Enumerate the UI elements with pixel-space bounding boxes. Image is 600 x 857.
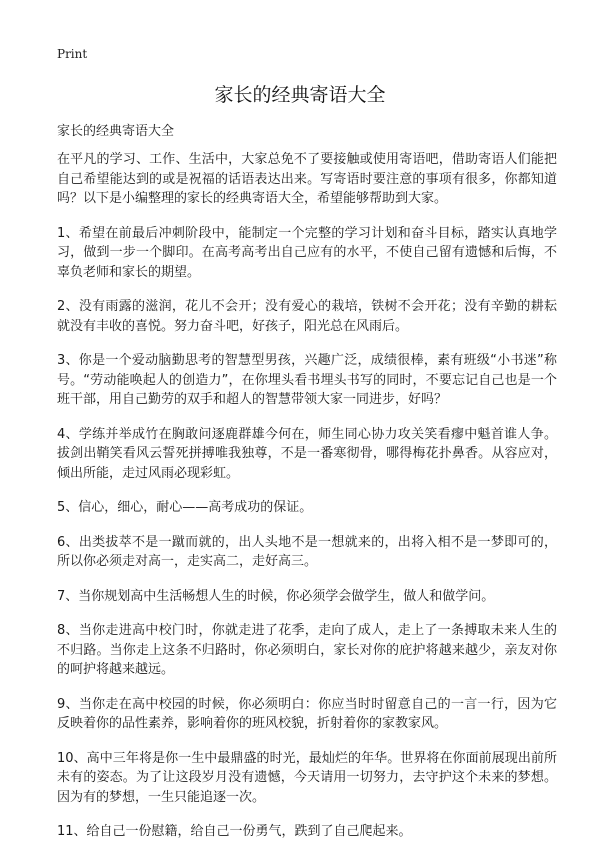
list-item: 8、当你走进高中校门时，你就走进了花季，走向了成人，走上了一条搏取未来人生的不归路。当你走上这条不归路时，你必须明白，家长对你的庇护将越来越少，亲友对你的呵护将越来越远。 bbox=[57, 623, 557, 677]
list-item: 2、没有雨露的滋润，花儿不会开；没有爱心的栽培，铁树不会开花；没有辛勤的耕耘就没有丰收的喜悦。努力奋斗吧，好孩子，阳光总在风雨后。 bbox=[57, 299, 557, 334]
list-item: 10、高中三年将是你一生中最鼎盛的时光，最灿烂的年华。世界将在你面前展现出前所未有的姿态。为了让这段岁月没有遗憾，今天请用一切努力，去守护这个未来的梦想。因为有的梦想，一生只能追逐一次。 bbox=[57, 750, 557, 805]
intro-paragraph: 在平凡的学习、工作、生活中，大家总免不了要接触或使用寄语吧，借助寄语人们能把自己希望能达到的或是祝福的话语表达出来。写寄语时要注意的事项有很多，你都知道吗？以下是小编整理的家长的经典寄语大全，希望能够帮助到大家。 bbox=[57, 152, 557, 206]
list-item: 7、当你规划高中生活畅想人生的时候，你必须学会做学生，做人和做学问。 bbox=[57, 588, 495, 604]
list-item: 1、希望在前最后冲刺阶段中，能制定一个完整的学习计划和奋斗目标，踏实认真地学习，做到一步一个脚印。在高考高考出自己应有的水平，不使自己留有遗憾和后悔，不辜负老师和家长的期望。 bbox=[57, 225, 557, 280]
print-link[interactable]: Print bbox=[57, 47, 88, 61]
list-item: 4、学练并举成竹在胸敢问逐鹿群雄今何在，师生同心协力攻关笑看瘳中魁首谁人争。拔剑出鞘笑看风云誓死拼搏唯我独尊，不是一番寒彻骨，哪得梅花扑鼻香。从容应对，倾出所能，走过风雨必现彩虹。 bbox=[57, 426, 557, 481]
list-item: 9、当你走在高中校园的时候，你必须明白：你应当时时留意自己的一言一行，因为它反映着你的品性素养，影响着你的班风校貌，折射着你的家教家风。 bbox=[57, 696, 557, 731]
list-item: 3、你是一个爱动脑勤思考的智慧型男孩，兴趣广泛，成绩很棒，素有班级“小书迷”称号。“劳动能唤起人的创造力”，在你埋头看书埋头书写的同时，不要忘记自己也是一个班干部，用自己勤劳的双手和超人的智慧带领大家一同进步，好吗？ bbox=[57, 353, 557, 407]
list-item: 11、给自己一份慰籍，给自己一份勇气，跌到了自己爬起来。 bbox=[57, 824, 412, 839]
page-title: 家长的经典寄语大全 bbox=[214, 84, 386, 106]
list-item: 6、出类拔萃不是一蹴而就的，出人头地不是一想就来的，出将入相不是一梦即可的，所以你必须走对高一，走实高二，走好高三。 bbox=[57, 534, 557, 569]
list-item: 5、信心，细心，耐心——高考成功的保证。 bbox=[57, 500, 313, 515]
article-body bbox=[57, 150, 557, 857]
article-subtitle: 家长的经典寄语大全 bbox=[57, 124, 175, 139]
